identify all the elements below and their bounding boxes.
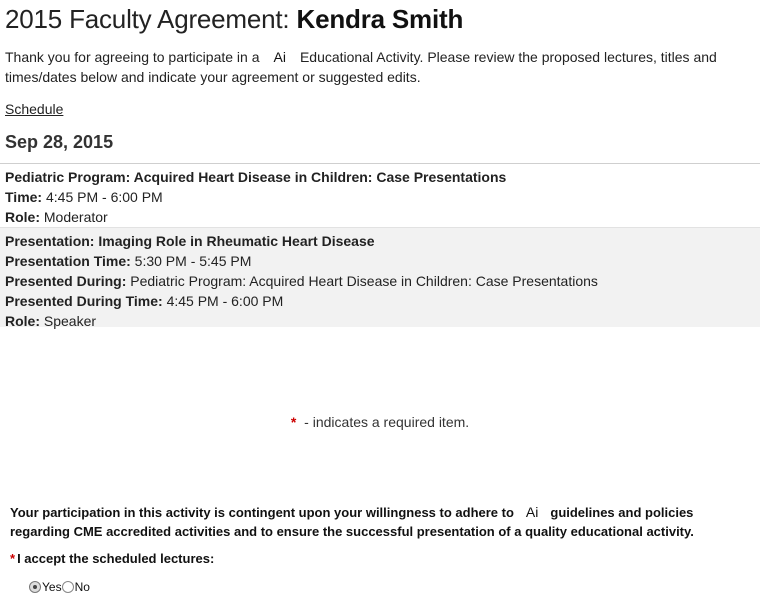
ai-logo-text: Ai	[273, 49, 286, 65]
presented-during-row	[5, 271, 755, 291]
time-value: 4:45 PM - 6:00 PM	[45, 189, 163, 205]
required-star: *	[10, 551, 16, 566]
accept-lectures-text: I accept the scheduled lectures:	[17, 551, 215, 566]
accept-yes-option[interactable]	[29, 580, 62, 594]
intro-text-after: Educational Activity. Please review the proposed lectures, titles and times/dates below and indicate your agreement or suggested edits.	[5, 49, 717, 85]
required-item-note	[0, 414, 760, 430]
ai-logo-text-2: Ai	[525, 504, 539, 520]
presentation-role-label: Role:	[5, 313, 40, 329]
accept-radio-group	[29, 580, 90, 594]
presented-during-time-row	[5, 291, 755, 311]
accept-no-label: No	[74, 580, 90, 594]
required-star: *	[290, 414, 297, 430]
accept-no-option[interactable]	[62, 580, 90, 594]
intro-paragraph	[5, 47, 750, 87]
presentation-heading: Presentation: Imaging Role in Rheumatic Heart Disease	[5, 233, 375, 249]
presentation-time-row	[5, 251, 755, 271]
faculty-name: Kendra Smith	[296, 4, 464, 34]
required-note-text: - indicates a required item.	[300, 414, 470, 430]
contingency-statement	[10, 503, 755, 541]
session-heading: Pediatric Program: Acquired Heart Disease in Children: Case Presentations	[5, 169, 507, 185]
role-label: Role:	[5, 209, 40, 225]
session-time-row	[5, 187, 755, 207]
intro-text-before: Thank you for agreeing to participate in a	[5, 49, 260, 65]
role-value: Moderator	[43, 209, 108, 225]
accept-yes-label: Yes	[42, 580, 62, 594]
accept-yes-radio[interactable]	[29, 581, 41, 593]
session-role-row	[5, 207, 755, 227]
presentation-role-row	[5, 311, 755, 331]
presented-during-time-label: Presented During Time:	[5, 293, 163, 309]
page-title	[5, 4, 463, 35]
presentation-time-label: Presentation Time:	[5, 253, 131, 269]
time-label: Time:	[5, 189, 43, 205]
schedule-date: Sep 28, 2015	[5, 132, 114, 152]
contingency-text-before: Your participation in this activity is contingent upon your willingness to adhere to	[10, 505, 514, 520]
accept-lectures-label	[10, 551, 214, 566]
presentation-time-value: 5:30 PM - 5:45 PM	[134, 253, 252, 269]
schedule-link[interactable]: Schedule	[5, 101, 64, 117]
session-speaker	[0, 227, 760, 327]
presented-during-value: Pediatric Program: Acquired Heart Disease in Children: Case Presentations	[130, 273, 598, 289]
accept-no-radio[interactable]	[62, 581, 74, 593]
title-prefix: 2015 Faculty Agreement:	[5, 4, 290, 34]
contingency-text-after: guidelines and policies regarding CME accredited activities and to ensure the successful presentation of a quality educational activity.	[10, 505, 694, 539]
session-moderator	[0, 163, 760, 227]
presented-during-label: Presented During:	[5, 273, 127, 289]
presentation-role-value: Speaker	[43, 313, 97, 329]
presented-during-time-value: 4:45 PM - 6:00 PM	[166, 293, 284, 309]
